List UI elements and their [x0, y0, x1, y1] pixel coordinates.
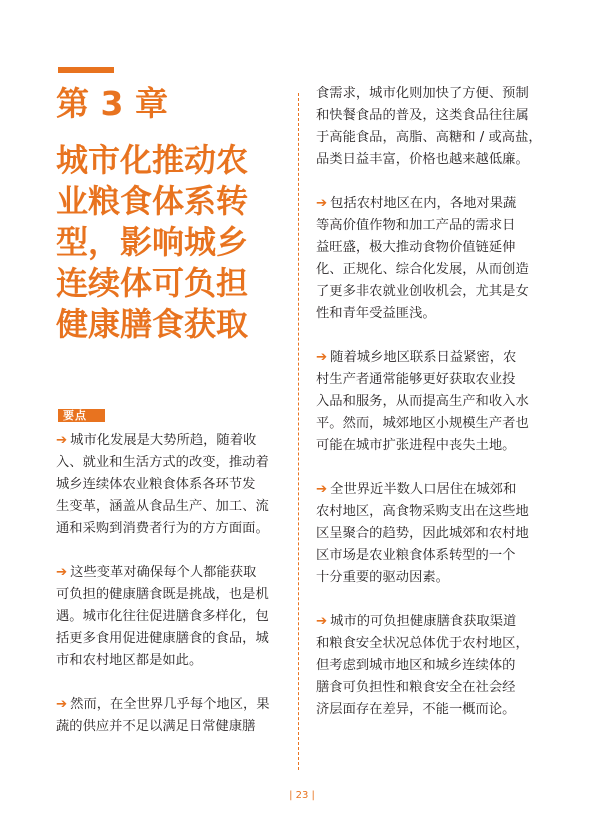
title-line: 城市化推动农 [56, 141, 249, 179]
title-line: 健康膳食获取 [56, 305, 249, 343]
key-point-bullet [316, 479, 548, 589]
key-point-bullet [316, 193, 548, 325]
paragraph-line: 生变革，涵盖从食品生产、加工、流 [56, 499, 269, 514]
paragraph-line: 区呈聚合的趋势，因此城郊和农村地 [316, 526, 529, 541]
paragraph-line: ➔ 全世界近半数人口居住在城郊和 [316, 482, 517, 497]
key-point-bullet [56, 562, 292, 672]
arrow-bullet-icon: ➔ [316, 350, 328, 365]
paragraph-line: 城乡连续体农业粮食体系各环节发 [56, 477, 256, 492]
paragraph-line: 了更多非农就业创收机会，尤其是女 [316, 284, 529, 299]
paragraph-line: 区市场是农业粮食体系转型的一个 [316, 548, 516, 563]
paragraph-line: 入品和服务，从而提高生产和收入水 [316, 394, 529, 409]
paragraph-line: 村生产者通常能够更好获取农业投 [316, 372, 516, 387]
paragraph-line: 入、就业和生活方式的改变，推动着 [56, 455, 269, 470]
paragraph-line: 益旺盛，极大推动食物价值链延伸 [316, 240, 516, 255]
paragraph-line: ➔ 随着城乡地区联系日益紧密，农 [316, 350, 517, 365]
paragraph-line: 化、正规化、综合化发展，从而创造 [316, 262, 529, 277]
key-points-label: 要点 [58, 409, 105, 422]
paragraph-line: 品类日益丰富，价格也越来越低廉。 [316, 152, 529, 167]
arrow-bullet-icon: ➔ [316, 196, 328, 211]
paragraph-line: 农村地区，高食物采购支出在这些地 [316, 504, 529, 519]
chapter-label: 第 3 章 [56, 84, 168, 123]
arrow-bullet-icon: ➔ [56, 433, 68, 448]
column-divider [298, 93, 299, 770]
arrow-bullet-icon: ➔ [56, 565, 68, 580]
title-line: 业粮食体系转 [56, 182, 249, 220]
continued-paragraph [316, 83, 548, 171]
arrow-bullet-icon: ➔ [316, 614, 328, 629]
title-line: 连续体可负担 [56, 264, 249, 302]
paragraph-line: 食需求，城市化则加快了方便、预制 [316, 86, 529, 101]
paragraph-line: 遇。城市化往往促进膳食多样化，包 [56, 609, 269, 624]
paragraph-line: ➔ 然而，在全世界几乎每个地区，果 [56, 697, 270, 712]
arrow-bullet-icon: ➔ [56, 697, 68, 712]
paragraph-line: ➔ 包括农村地区在内，各地对果蔬 [316, 196, 517, 211]
paragraph-line: 但考虑到城市地区和城乡连续体的 [316, 658, 516, 673]
paragraph-line: ➔ 城市化发展是大势所趋，随着收 [56, 433, 257, 448]
chapter-title [56, 140, 286, 345]
paragraph-line: 等高价值作物和加工产品的需求日 [316, 218, 516, 233]
paragraph-line: 蔬的供应并不足以满足日常健康膳 [56, 719, 256, 734]
paragraph-line: ➔ 城市的可负担健康膳食获取渠道 [316, 614, 517, 629]
arrow-bullet-icon: ➔ [316, 482, 328, 497]
page-number: | 23 | [289, 790, 315, 801]
paragraph-line: 十分重要的驱动因素。 [316, 570, 449, 585]
paragraph-line: ➔ 这些变革对确保每个人都能获取 [56, 565, 257, 580]
paragraph-line: 济层面存在差异，不能一概而论。 [316, 702, 516, 717]
paragraph-line: 市和农村地区都是如此。 [56, 653, 203, 668]
key-point-bullet [316, 611, 548, 721]
title-line: 型，影响城乡 [56, 223, 249, 261]
chapter-accent-bar [58, 67, 114, 73]
paragraph-line: 可能在城市扩张进程中丧失土地。 [316, 438, 516, 453]
paragraph-line: 可负担的健康膳食既是挑战，也是机 [56, 587, 269, 602]
paragraph-line: 平。然而，城郊地区小规模生产者也 [316, 416, 529, 431]
key-point-bullet [316, 347, 548, 457]
right-column [316, 83, 548, 743]
paragraph-line: 性和青年受益匪浅。 [316, 306, 436, 321]
paragraph-line: 通和采购到消费者行为的方方面面。 [56, 521, 269, 536]
key-point-bullet [56, 694, 292, 738]
paragraph-line: 于高能食品，高脂、高糖和 / 或高盐， [316, 130, 542, 145]
paragraph-line: 和快餐食品的普及，这类食品往往属 [316, 108, 529, 123]
key-point-bullet [56, 430, 292, 540]
paragraph-line: 膳食可负担性和粮食安全在社会经 [316, 680, 516, 695]
left-column [56, 430, 292, 760]
paragraph-line: 和粮食安全状况总体优于农村地区， [316, 636, 529, 651]
paragraph-line: 括更多食用促进健康膳食的食品，城 [56, 631, 269, 646]
